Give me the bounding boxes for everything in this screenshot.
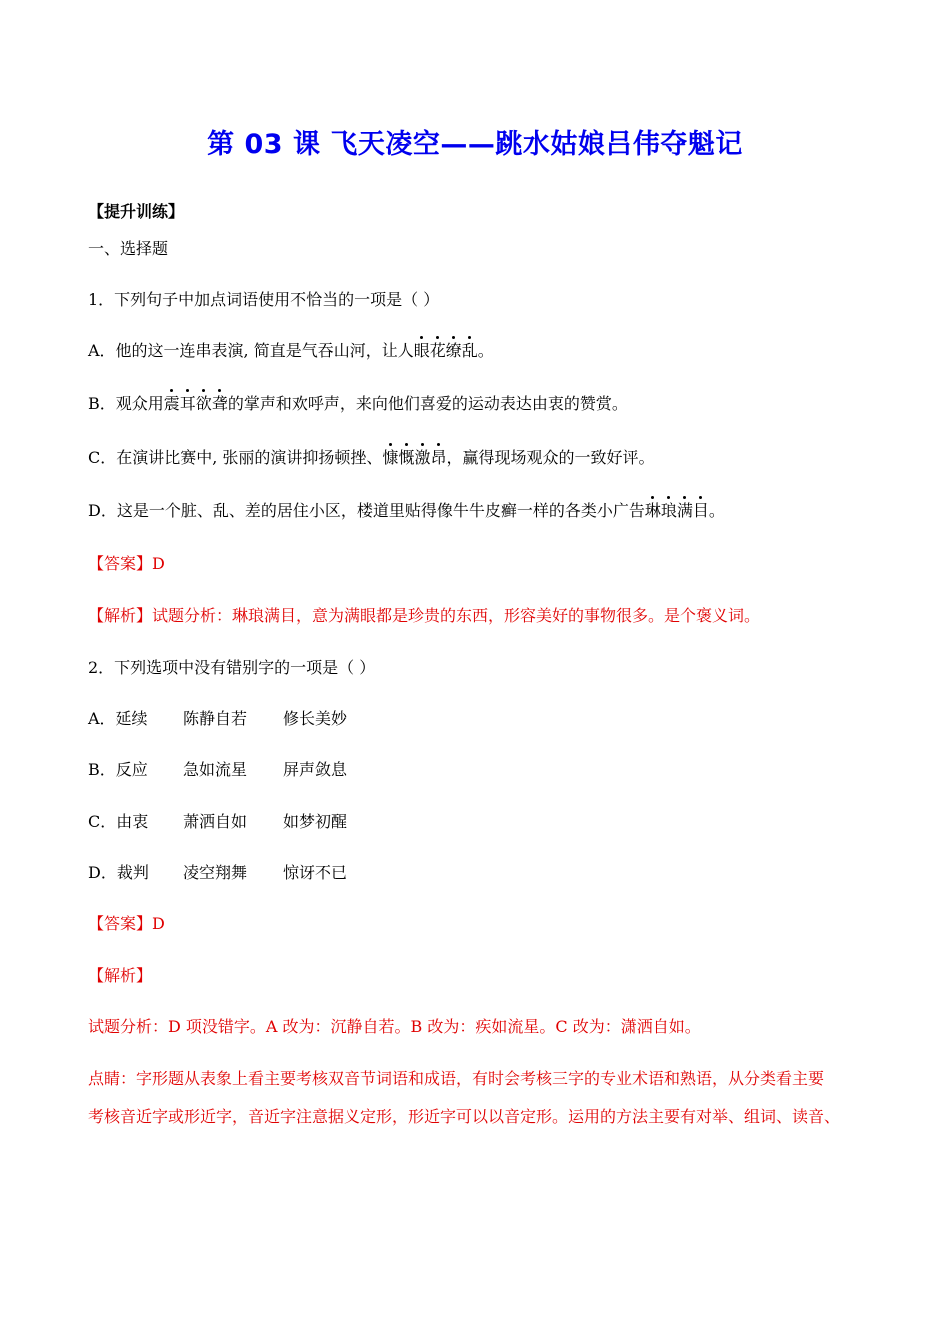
dotted-char: 缭 [445, 341, 462, 360]
q2-option-word: 急如流星 [183, 760, 248, 779]
q2-option-a [88, 708, 488, 730]
q2-option-label: D．裁判 [88, 863, 149, 882]
q1-option-b-text: B．观众用 [88, 394, 164, 413]
dotted-char: 满 [676, 501, 693, 520]
q1-option-d [88, 500, 725, 522]
q2-option-b [88, 759, 488, 781]
q1-option-d-end: 。 [708, 501, 725, 520]
q2-option-word: 修长美妙 [283, 709, 348, 728]
dotted-char: 昂 [430, 448, 447, 467]
q2-option-word: 如梦初醒 [283, 812, 348, 831]
q1-option-b [88, 393, 628, 415]
section-heading: 一、选择题 [88, 239, 169, 258]
q1-option-b-end: 的掌声和欢呼声，来向他们喜爱的运动表达由衷的赞赏。 [227, 394, 628, 413]
q2-tip-line-1: 点睛：字形题从表象上看主要考核双音节词语和成语，有时会考核三字的专业术语和熟语，从分类看主要 [88, 1069, 825, 1088]
q1-option-a-end: 。 [477, 341, 494, 360]
q1-option-c-end: ，赢得现场观众的一致好评。 [446, 448, 655, 467]
dotted-char: 聋 [211, 394, 228, 413]
dotted-char: 耳 [179, 394, 196, 413]
q2-tip-line-2: 考核音近字或形近字，音近字注意据义定形，形近字可以以音定形。运用的方法主要有对举、组词、读音、 [88, 1107, 841, 1126]
lesson-title: 第 03 课 飞天凌空——跳水姑娘吕伟夺魁记 [207, 129, 743, 160]
q2-option-word: 屏声敛息 [283, 760, 348, 779]
dotted-char: 慷 [382, 448, 399, 467]
q2-option-d [88, 862, 488, 884]
dotted-char: 激 [414, 448, 431, 467]
dotted-char: 琅 [660, 501, 677, 520]
q1-answer: 【答案】D [88, 554, 165, 573]
q1-stem: 1．下列句子中加点词语使用不恰当的一项是（ ） [88, 290, 440, 309]
q1-option-c [88, 447, 655, 469]
q2-option-c [88, 811, 488, 833]
dotted-char: 慨 [398, 448, 415, 467]
dotted-char: 琳 [644, 501, 661, 520]
dotted-char: 震 [163, 394, 180, 413]
q1-option-d-text: D．这是一个脏、乱、差的居住小区，楼道里贴得像牛牛皮癣一样的各类小广告 [88, 501, 645, 520]
q2-option-word: 凌空翔舞 [183, 863, 248, 882]
q2-analysis-tag: 【解析】 [88, 966, 153, 985]
q2-option-label: C．由衷 [88, 812, 149, 831]
q2-option-word: 萧洒自如 [183, 812, 248, 831]
q2-analysis-text: 试题分析：D 项没错字。A 改为：沉静自若。B 改为：疾如流星。C 改为：潇洒自如。 [88, 1017, 701, 1036]
q1-analysis: 【解析】试题分析：琳琅满目，意为满眼都是珍贵的东西，形容美好的事物很多。是个褒义词。 [88, 606, 761, 625]
dotted-char: 目 [692, 501, 709, 520]
dotted-char: 眼 [413, 341, 430, 360]
q2-option-word: 惊讶不已 [283, 863, 348, 882]
q2-stem: 2．下列选项中没有错别字的一项是（ ） [88, 658, 376, 677]
q2-option-word: 陈静自若 [183, 709, 248, 728]
q2-answer: 【答案】D [88, 914, 165, 933]
q1-option-a-text: A．他的这一连串表演, 简直是气吞山河，让人 [88, 341, 414, 360]
q2-option-label: B．反应 [88, 760, 148, 779]
dotted-char: 花 [429, 341, 446, 360]
q1-option-c-text: C．在演讲比赛中, 张丽的演讲抑扬顿挫、 [88, 448, 383, 467]
section-tag: 【提升训练】 [88, 202, 185, 221]
q2-option-label: A．延续 [88, 709, 148, 728]
dotted-char: 欲 [195, 394, 212, 413]
dotted-char: 乱 [461, 341, 478, 360]
q1-option-a [88, 340, 494, 362]
